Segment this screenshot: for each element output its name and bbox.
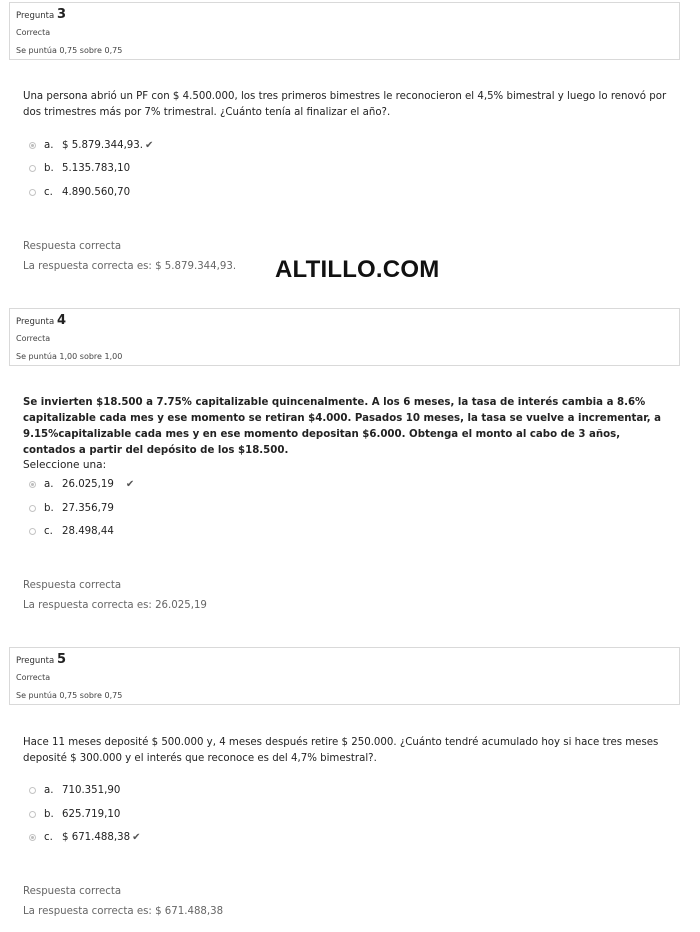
- option-letter: a.: [44, 784, 54, 796]
- option-letter: a.: [44, 478, 54, 490]
- option-letter: c.: [44, 186, 53, 198]
- option-letter: c.: [44, 525, 53, 537]
- check-icon: ✔: [132, 831, 141, 843]
- feedback-status-5: Respuesta correcta: [23, 886, 122, 897]
- question-number: Pregunta 3: [16, 7, 66, 22]
- option-value: 28.498,44: [62, 525, 114, 537]
- option-value: 26.025,19: [62, 478, 114, 490]
- answer-option-4b[interactable]: [29, 500, 114, 516]
- question-grade: Se puntúa 0,75 sobre 0,75: [16, 691, 123, 700]
- radio-icon[interactable]: [29, 787, 36, 794]
- question-text-3: Una persona abrió un PF con $ 4.500.000, los tres primeros bimestres le reconocieron el 4,5% bimestral y luego lo renovó por dos trimestres más por 7% trimestral. ¿Cuánto tenía al finalizar el año?.: [23, 91, 667, 118]
- radio-icon[interactable]: [29, 834, 36, 841]
- option-value: 710.351,90: [62, 784, 121, 796]
- option-letter: b.: [44, 808, 54, 820]
- watermark: ALTILLO.COM: [275, 256, 440, 283]
- question-state: Correcta: [16, 673, 51, 682]
- question-info-5: [9, 647, 680, 705]
- question-info-3: [9, 2, 680, 60]
- option-value: $ 5.879.344,93.: [62, 139, 144, 151]
- question-grade: Se puntúa 1,00 sobre 1,00: [16, 352, 123, 361]
- radio-icon[interactable]: [29, 142, 36, 149]
- question-state: Correcta: [16, 334, 51, 343]
- radio-icon[interactable]: [29, 505, 36, 512]
- answer-option-3c[interactable]: [29, 184, 130, 200]
- radio-icon[interactable]: [29, 165, 36, 172]
- question-text-5: Hace 11 meses deposité $ 500.000 y, 4 meses después retire $ 250.000. ¿Cuánto tendré acumulado hoy si hace tres meses deposité $ 300.000 y el interés que reconoce es del 4,7% bimestral?.: [23, 737, 659, 764]
- feedback-answer-3: La respuesta correcta es: $ 5.879.344,93.: [23, 261, 237, 272]
- radio-icon[interactable]: [29, 811, 36, 818]
- answer-option-5c[interactable]: [29, 829, 140, 845]
- radio-icon[interactable]: [29, 528, 36, 535]
- check-icon: ✔: [125, 478, 135, 490]
- question-number: Pregunta 4: [16, 313, 66, 328]
- feedback-answer-5: La respuesta correcta es: $ 671.488,38: [23, 906, 224, 917]
- answer-option-3b[interactable]: [29, 160, 130, 176]
- option-letter: b.: [44, 502, 54, 514]
- question-state: Correcta: [16, 28, 51, 37]
- radio-icon[interactable]: [29, 189, 36, 196]
- answer-option-5a[interactable]: [29, 782, 120, 798]
- option-letter: a.: [44, 139, 54, 151]
- check-icon: ✔: [145, 139, 154, 151]
- select-prompt: Seleccione una:: [23, 459, 107, 471]
- option-value: 625.719,10: [62, 808, 121, 820]
- option-value: 5.135.783,10: [62, 162, 131, 174]
- radio-icon[interactable]: [29, 481, 36, 488]
- feedback-status-3: Respuesta correcta: [23, 241, 122, 252]
- option-value: 27.356,79: [62, 502, 114, 514]
- feedback-answer-4: La respuesta correcta es: 26.025,19: [23, 600, 207, 611]
- question-text-4: Se invierten $18.500 a 7.75% capitalizable quincenalmente. A los 6 meses, la tasa de interés cambia a 8.6% capitalizable cada mes y ese momento se retiran $4.000. Pasados 10 meses, la tasa se vuelve a incrementar, a 9.15%capitalizable cada mes y en ese momento depositan $6.000. Obtenga el monto al cabo de 3 años, contados a partir del depósito de los $18.500.: [23, 397, 662, 456]
- question-grade: Se puntúa 0,75 sobre 0,75: [16, 46, 123, 55]
- option-value: 4.890.560,70: [62, 186, 131, 198]
- feedback-status-4: Respuesta correcta: [23, 580, 122, 591]
- answer-option-4c[interactable]: [29, 523, 114, 539]
- question-number: Pregunta 5: [16, 652, 66, 667]
- answer-option-4a[interactable]: [29, 476, 134, 492]
- question-info-4: [9, 308, 680, 366]
- option-letter: b.: [44, 162, 54, 174]
- answer-option-3a[interactable]: [29, 137, 153, 153]
- option-value: $ 671.488,38: [62, 831, 131, 843]
- option-letter: c.: [44, 831, 53, 843]
- answer-option-5b[interactable]: [29, 806, 120, 822]
